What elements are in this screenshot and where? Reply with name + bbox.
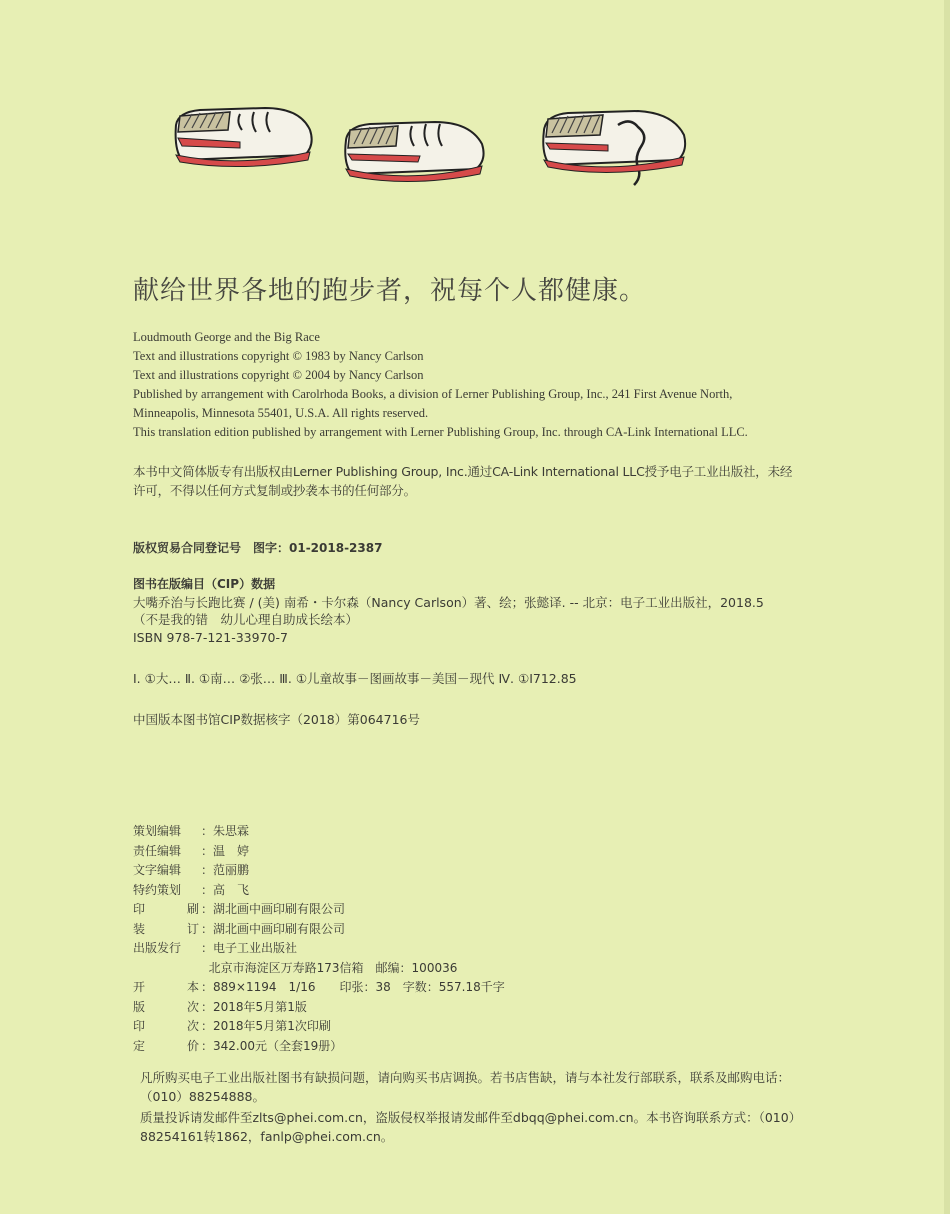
staff-value: 889×1194 1/16 印张：38 字数：557.18千字 bbox=[213, 980, 505, 994]
cip-line: （不是我的错 幼儿心理自助成长绘本） bbox=[133, 612, 359, 627]
publisher-address-line: Minneapolis, Minnesota 55401, U.S.A. All rights reserved. bbox=[133, 406, 429, 420]
registration-number: 版权贸易合同登记号 图字：01-2018-2387 bbox=[133, 541, 383, 555]
staff-value: 高 飞 bbox=[213, 882, 250, 897]
staff-value: 温 婷 bbox=[213, 843, 250, 858]
book-title-english: Loudmouth George and the Big Race bbox=[133, 330, 320, 344]
staff-label-char: 刷 bbox=[186, 902, 199, 916]
cip-classification: Ⅰ. ①大… Ⅱ. ①南… ②张… Ⅲ. ①儿童故事－图画故事－美国－现代 Ⅳ. ①I712.85 bbox=[133, 671, 577, 686]
dedication: 献给世界各地的跑步者，祝每个人都健康。 bbox=[133, 276, 647, 306]
cip-heading: 图书在版编目（CIP）数据 bbox=[133, 577, 276, 591]
copyright-line: Text and illustrations copyright © 1983 by Nancy Carlson bbox=[133, 349, 424, 363]
staff-label bbox=[133, 1037, 201, 1057]
staff-row: 印 刷 ： 湖北画中画印刷有限公司 bbox=[133, 900, 505, 920]
cip-isbn: ISBN 978-7-121-33970-7 bbox=[133, 629, 288, 645]
staff-value: 湖北画中画印刷有限公司 bbox=[213, 921, 346, 936]
staff-label bbox=[133, 978, 201, 998]
staff-row: 策划编辑 ： 朱思霖 bbox=[133, 822, 505, 842]
staff-label: 出版发行 bbox=[133, 941, 182, 955]
staff-label-char: 版 bbox=[133, 999, 146, 1014]
staff-label-char: 次 bbox=[186, 1019, 199, 1033]
staff-label bbox=[133, 920, 201, 940]
staff-row: 印 次 ： 2018年5月第1次印刷 bbox=[133, 1017, 505, 1037]
staff-label-char: 装 bbox=[133, 921, 146, 936]
cip-line: 大嘴乔治与长跑比赛 / (美) 南希・卡尔森（Nancy Carlson）著、绘；张懿译. -- 北京：电子工业出版社，2018.5 bbox=[133, 594, 764, 610]
staff-value: 朱思霖 bbox=[213, 824, 250, 838]
staff-value: 电子工业出版社 bbox=[213, 941, 298, 955]
staff-row: 开 本 ： 889×1194 1/16 印张：38 字数：557.18千字 bbox=[133, 978, 505, 998]
staff-label: 文字编辑 bbox=[133, 863, 182, 877]
staff-label-char: 印 bbox=[133, 902, 146, 916]
cip-block bbox=[133, 576, 803, 646]
staff-label-char: 开 bbox=[133, 980, 146, 994]
staff-value: 湖北画中画印刷有限公司 bbox=[213, 902, 346, 916]
staff-row bbox=[133, 959, 505, 979]
staff-row: 出版发行 ： 电子工业出版社 bbox=[133, 939, 505, 959]
staff-row: 定 价 ： 342.00元（全套19册） bbox=[133, 1037, 505, 1057]
staff-label bbox=[133, 900, 201, 920]
staff-label bbox=[133, 998, 201, 1018]
sneaker-illustration-3 bbox=[538, 105, 693, 195]
staff-row: 特约策划 ： 高 飞 bbox=[133, 881, 505, 901]
staff-value: 北京市海淀区万寿路173信箱 邮编：100036 bbox=[208, 960, 458, 975]
translation-arrangement-line: This translation edition published by arrangement with Lerner Publishing Group, Inc. through CA-Link International LLC. bbox=[133, 425, 748, 439]
customer-notice bbox=[140, 1068, 800, 1148]
notice-paragraph: 凡所购买电子工业出版社图书有缺损问题，请向购买书店调换。若书店售缺，请与本社发行部联系，联系及邮购电话：（010）88254888。 bbox=[140, 1070, 791, 1104]
staff-label: 特约策划 bbox=[133, 882, 182, 897]
publisher-arrangement-line: Published by arrangement with Carolrhoda Books, a division of Lerner Publishing Group, Inc., 241 First Avenue North, bbox=[133, 387, 733, 401]
staff-label-char: 本 bbox=[186, 980, 199, 994]
staff-row: 版 次 ： 2018年5月第1版 bbox=[133, 998, 505, 1018]
staff-value: 342.00元（全套19册） bbox=[213, 1038, 343, 1053]
staff-row: 责任编辑 ： 温 婷 bbox=[133, 842, 505, 862]
staff-label-char: 定 bbox=[133, 1038, 146, 1053]
publication-details bbox=[133, 822, 505, 1056]
staff-value: 2018年5月第1次印刷 bbox=[213, 1019, 331, 1033]
staff-label bbox=[133, 959, 201, 979]
staff-label bbox=[133, 1017, 201, 1037]
staff-label-char: 印 bbox=[133, 1019, 146, 1033]
staff-label-char: 价 bbox=[186, 1038, 199, 1053]
staff-label: 策划编辑 bbox=[133, 824, 182, 838]
copyright-line: Text and illustrations copyright © 2004 by Nancy Carlson bbox=[133, 368, 424, 382]
page-edge bbox=[944, 0, 950, 1214]
staff-row: 装 订 ： 湖北画中画印刷有限公司 bbox=[133, 920, 505, 940]
staff-value: 范丽鹏 bbox=[213, 863, 250, 877]
chinese-rights-statement: 本书中文简体版专有出版权由Lerner Publishing Group, Inc.通过CA-Link International LLC授予电子工业出版社，未经许可，不得以任何方式复制或抄袭本书的任何部分。 bbox=[133, 464, 793, 498]
notice-paragraph: 质量投诉请发邮件至zlts@phei.com.cn，盗版侵权举报请发邮件至dbqq@phei.com.cn。本书咨询联系方式：（010）88254161转1862，fanlp@phei.com.cn。 bbox=[140, 1110, 795, 1144]
english-copyright-block bbox=[133, 328, 803, 442]
staff-value: 2018年5月第1版 bbox=[213, 999, 307, 1014]
sneaker-illustration-1 bbox=[170, 100, 320, 170]
staff-row: 文字编辑 ： 范丽鹏 bbox=[133, 861, 505, 881]
staff-label-char: 次 bbox=[186, 999, 199, 1014]
sneaker-illustration-2 bbox=[340, 112, 490, 184]
cip-number: 中国版本图书馆CIP数据核字（2018）第064716号 bbox=[133, 712, 420, 727]
staff-label: 责任编辑 bbox=[133, 843, 182, 858]
staff-label-char: 订 bbox=[186, 921, 199, 936]
